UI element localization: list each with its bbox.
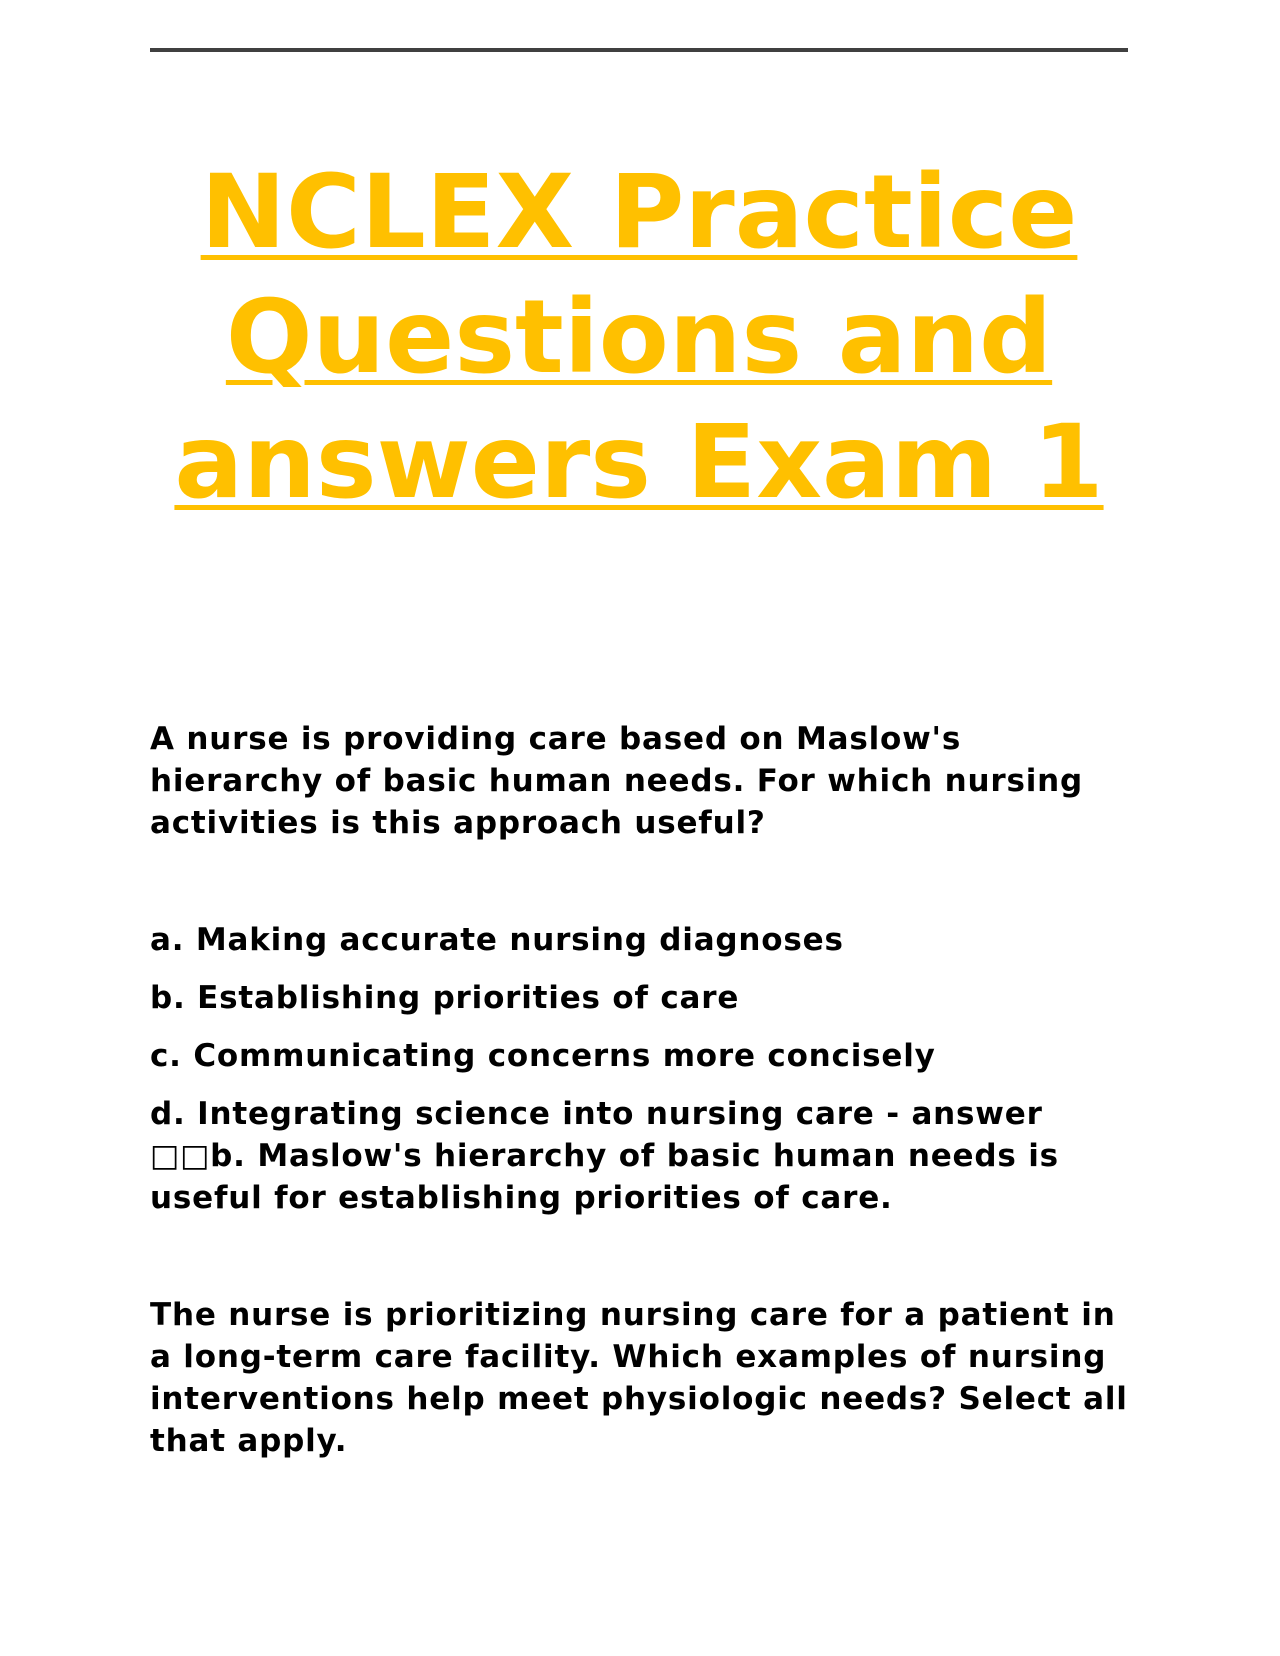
document-title: NCLEX Practice Questions and answers Exam 1 bbox=[174, 153, 1104, 522]
question-1-option-c: c. Communicating concerns more concisely bbox=[150, 1038, 936, 1074]
question-2-text: The nurse is prioritizing nursing care for a patient in a long-term care facility. Which examples of nursing interventions help meet physiologic needs? Select all that apply. bbox=[150, 1297, 1128, 1459]
question-1-text: A nurse is providing care based on Maslow's hierarchy of basic human needs. For which nursing activities is this approach useful? bbox=[150, 721, 1083, 841]
top-horizontal-rule bbox=[150, 48, 1128, 52]
question-1-option-d-answer: d. Integrating science into nursing care - answer □□b. Maslow's hierarchy of basic human needs is useful for establishing priorities of care. bbox=[150, 1096, 1059, 1216]
question-1-option-b: b. Establishing priorities of care bbox=[150, 980, 740, 1016]
question-1-option-a: a. Making accurate nursing diagnoses bbox=[150, 922, 844, 958]
document-body bbox=[150, 718, 1128, 1462]
